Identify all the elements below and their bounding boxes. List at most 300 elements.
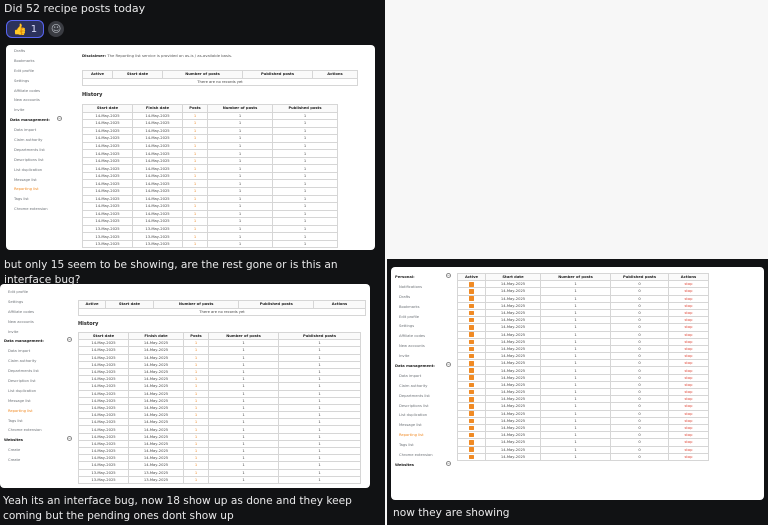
table-cell: 1	[541, 381, 611, 388]
table-cell: 14-May-2025	[79, 390, 129, 397]
sidebar-item-invite[interactable]: Invite	[399, 354, 410, 359]
table-cell: 1	[541, 453, 611, 460]
table-cell: 0	[611, 453, 669, 460]
stop-action[interactable]: stop	[669, 432, 709, 439]
table-cell: 14-May-2025	[486, 345, 541, 352]
sidebar-item-tags-list[interactable]: Tags list	[399, 443, 414, 448]
table-cell: 1	[273, 120, 338, 128]
table-cell: 1	[184, 469, 209, 476]
active-cell	[458, 432, 486, 439]
table-cell: 0	[611, 288, 669, 295]
screenshot-attachment-1[interactable]	[6, 45, 375, 250]
sidebar-item-departments-list[interactable]: Departments list	[8, 369, 39, 374]
table-cell: 1	[279, 340, 361, 347]
sidebar-section-data-management[interactable]	[395, 362, 455, 372]
table-cell: 1	[183, 195, 208, 203]
table-row	[79, 412, 361, 419]
table-row	[79, 340, 361, 347]
table-cell: 1	[183, 180, 208, 188]
table-cell: 1	[279, 426, 361, 433]
table-cell: 14-May-2025	[129, 390, 184, 397]
table-cell: 14-May-2025	[486, 331, 541, 338]
table-row	[458, 353, 709, 360]
sidebar-item-data-import[interactable]: Data import	[399, 373, 422, 378]
stop-action[interactable]: stop	[669, 324, 709, 331]
sidebar-item-bookmarks[interactable]: Bookmarks	[14, 58, 35, 63]
table-row	[79, 455, 361, 462]
table-row	[458, 410, 709, 417]
sidebar-section-label: Data management:	[10, 118, 50, 123]
table-cell: 1	[208, 233, 273, 241]
table-cell: 1	[541, 403, 611, 410]
main-content	[457, 267, 760, 500]
stop-action[interactable]: stop	[669, 295, 709, 302]
thumbs-up-icon: 👍	[13, 22, 27, 36]
table-cell: 13-May-2025	[133, 240, 183, 248]
active-cell	[458, 345, 486, 352]
active-checkbox[interactable]	[469, 354, 474, 359]
table-cell: 14-May-2025	[83, 210, 133, 218]
stop-action[interactable]: stop	[669, 360, 709, 367]
column-header: Actions	[669, 274, 709, 281]
history-table	[82, 104, 338, 248]
table-cell: 14-May-2025	[486, 353, 541, 360]
no-records-text: There are no records yet	[79, 308, 366, 316]
active-cell	[458, 367, 486, 374]
stop-action[interactable]: stop	[669, 424, 709, 431]
screenshot-attachment-3[interactable]	[391, 267, 764, 500]
table-cell: 1	[273, 233, 338, 241]
table-cell: 13-May-2025	[79, 476, 129, 483]
table-cell: 1	[209, 448, 279, 455]
sidebar-item-description-list[interactable]: Description list	[8, 379, 36, 384]
table-cell: 0	[611, 417, 669, 424]
table-cell: 14-May-2025	[129, 455, 184, 462]
sidebar-item-notifications[interactable]: Notifications	[399, 284, 423, 289]
sidebar-item-create-0[interactable]: Create	[8, 448, 21, 453]
active-cell	[458, 403, 486, 410]
table-cell: 1	[279, 354, 361, 361]
active-checkbox[interactable]	[469, 368, 474, 373]
sidebar-item-drafts[interactable]: Drafts	[14, 49, 26, 53]
table-cell: 14-May-2025	[133, 165, 183, 173]
active-checkbox[interactable]	[469, 447, 474, 452]
table-cell: 0	[611, 439, 669, 446]
active-checkbox[interactable]	[469, 347, 474, 352]
table-cell: 1	[273, 225, 338, 233]
sidebar-item-claim-authority[interactable]: Claim authority	[399, 383, 428, 388]
stop-action[interactable]: stop	[669, 281, 709, 288]
sidebar-item-invite[interactable]: Invite	[14, 108, 25, 113]
message-text: Did 52 recipe posts today	[4, 2, 146, 15]
table-cell: 1	[279, 419, 361, 426]
table-cell: 14-May-2025	[129, 397, 184, 404]
table-cell: 1	[184, 397, 209, 404]
table-cell: 1	[279, 469, 361, 476]
sidebar-item-message-list[interactable]: Message list	[14, 177, 37, 182]
sidebar-item-settings[interactable]: Settings	[14, 78, 30, 83]
sidebar-item-reporting-list[interactable]: Reporting list	[399, 433, 424, 438]
table-cell: 1	[279, 412, 361, 419]
table-row	[458, 396, 709, 403]
table-row	[79, 376, 361, 383]
table-row	[83, 127, 338, 135]
screenshot-attachment-2[interactable]	[0, 284, 370, 488]
sidebar-item-list-duplication[interactable]: List duplication	[8, 388, 37, 393]
table-cell: 1	[183, 210, 208, 218]
collapse-icon[interactable]: −	[58, 117, 61, 122]
table-row	[79, 476, 361, 483]
active-checkbox[interactable]	[469, 311, 474, 316]
table-cell: 13-May-2025	[83, 225, 133, 233]
sidebar-item-drafts[interactable]: Drafts	[399, 294, 411, 299]
sidebar-item-message-list[interactable]: Message list	[399, 423, 422, 428]
table-cell: 14-May-2025	[129, 404, 184, 411]
table-cell: 13-May-2025	[133, 225, 183, 233]
table-cell: 1	[541, 302, 611, 309]
table-cell: 14-May-2025	[83, 172, 133, 180]
table-cell: 14-May-2025	[79, 347, 129, 354]
column-header: Posts	[183, 105, 208, 113]
table-cell: 1	[541, 295, 611, 302]
active-checkbox[interactable]	[469, 433, 474, 438]
active-checkbox[interactable]	[469, 375, 474, 380]
stop-action[interactable]: stop	[669, 367, 709, 374]
table-cell: 14-May-2025	[486, 317, 541, 324]
table-cell: 1	[183, 218, 208, 226]
active-cell	[458, 288, 486, 295]
table-cell: 1	[184, 412, 209, 419]
sidebar-section-websites[interactable]	[395, 461, 455, 471]
table-cell: 13-May-2025	[129, 469, 184, 476]
table-cell: 1	[184, 455, 209, 462]
active-checkbox[interactable]	[469, 440, 474, 445]
stop-action[interactable]: stop	[669, 381, 709, 388]
sidebar-item-affiliate-codes[interactable]: Affiliate codes	[8, 309, 35, 314]
column-header: Number of posts	[208, 105, 273, 113]
sidebar-item-tags-list[interactable]: Tags list	[14, 197, 29, 202]
sidebar-item-list-duplication[interactable]: List duplication	[399, 413, 428, 418]
collapse-icon[interactable]: −	[68, 338, 71, 343]
table-cell: 14-May-2025	[486, 374, 541, 381]
table-row	[83, 240, 338, 248]
sidebar-section-personal[interactable]	[395, 273, 455, 283]
active-checkbox[interactable]	[469, 404, 474, 409]
table-row	[83, 195, 338, 203]
add-reaction-icon[interactable]: ☺	[48, 21, 64, 37]
table-cell: 1	[279, 455, 361, 462]
table-row	[79, 433, 361, 440]
table-row	[83, 150, 338, 158]
collapse-icon[interactable]: −	[447, 274, 450, 278]
sidebar-item-edit-profile[interactable]: Edit profile	[399, 314, 419, 319]
table-row	[458, 439, 709, 446]
sidebar-item-tags-list[interactable]: Tags list	[8, 418, 23, 423]
message-text: Yeah its an interface bug, now 18 show up as done and they keep coming but the pending ones dont show up	[3, 495, 352, 522]
table-row	[458, 288, 709, 295]
sidebar-section-label: Data management:	[4, 339, 44, 344]
active-checkbox[interactable]	[469, 455, 474, 460]
stop-action[interactable]: stop	[669, 374, 709, 381]
active-checkbox[interactable]	[469, 340, 474, 345]
sidebar-item-settings[interactable]: Settings	[399, 324, 415, 329]
table-cell: 14-May-2025	[486, 417, 541, 424]
table-cell: 14-May-2025	[129, 433, 184, 440]
message-text: but only 15 seem to be showing, are the rest gone or is this an interface bug?	[4, 259, 338, 286]
column-header: Number of posts	[209, 333, 279, 340]
table-cell: 1	[183, 188, 208, 196]
table-cell: 14-May-2025	[79, 433, 129, 440]
table-row	[458, 381, 709, 388]
active-checkbox[interactable]	[469, 318, 474, 323]
table-cell: 1	[541, 345, 611, 352]
stop-action[interactable]: stop	[669, 417, 709, 424]
table-cell: 1	[541, 281, 611, 288]
table-cell: 1	[279, 383, 361, 390]
active-cell	[458, 309, 486, 316]
active-checkbox[interactable]	[469, 397, 474, 402]
active-cell	[458, 295, 486, 302]
active-cell	[458, 439, 486, 446]
active-checkbox[interactable]	[469, 411, 474, 416]
table-cell: 0	[611, 389, 669, 396]
sidebar-section-data-management[interactable]	[10, 116, 66, 126]
active-cell	[458, 324, 486, 331]
stop-action[interactable]: stop	[669, 389, 709, 396]
table-cell: 14-May-2025	[486, 367, 541, 374]
table-row	[79, 397, 361, 404]
table-cell: 1	[541, 309, 611, 316]
sidebar-item-reporting-list[interactable]: Reporting list	[8, 408, 33, 413]
sidebar-item-list-duplication[interactable]: List duplication	[14, 167, 43, 172]
collapse-icon[interactable]: −	[447, 461, 450, 466]
sidebar-item-edit-profile[interactable]: Edit profile	[8, 290, 28, 294]
table-row	[79, 426, 361, 433]
sidebar-item-data-import[interactable]: Data import	[14, 128, 37, 133]
active-cell	[458, 338, 486, 345]
table-cell: 14-May-2025	[486, 338, 541, 345]
table-cell: 0	[611, 424, 669, 431]
table-cell: 14-May-2025	[83, 127, 133, 135]
table-row	[458, 281, 709, 288]
table-row	[79, 354, 361, 361]
stop-action[interactable]: stop	[669, 446, 709, 453]
sidebar-section-label: Data management:	[395, 364, 435, 369]
history-table	[78, 332, 361, 484]
sidebar-item-descriptions-list[interactable]: Descriptions list	[14, 157, 44, 162]
table-cell: 1	[209, 462, 279, 469]
column-header: Published posts	[279, 333, 361, 340]
table-row	[83, 172, 338, 180]
table-cell: 1	[209, 340, 279, 347]
table-cell: 1	[209, 354, 279, 361]
active-checkbox[interactable]	[469, 282, 474, 287]
table-cell: 1	[183, 233, 208, 241]
table-cell: 1	[279, 448, 361, 455]
sidebar-item-settings[interactable]: Settings	[8, 299, 24, 304]
main-content	[78, 284, 366, 488]
column-header: Posts	[184, 333, 209, 340]
table-row	[79, 440, 361, 447]
active-checkbox[interactable]	[469, 383, 474, 388]
sidebar-item-new-accounts[interactable]: New accounts	[14, 98, 40, 103]
table-cell: 1	[184, 340, 209, 347]
sidebar-item-reporting-list[interactable]: Reporting list	[14, 187, 39, 192]
table-cell: 1	[273, 218, 338, 226]
stop-action[interactable]: stop	[669, 410, 709, 417]
sidebar-item-edit-profile[interactable]: Edit profile	[14, 68, 34, 73]
table-cell: 14-May-2025	[129, 368, 184, 375]
sidebar-item-chrome-extension[interactable]: Chrome extension	[399, 453, 433, 458]
table-cell: 1	[208, 112, 273, 120]
active-checkbox[interactable]	[469, 296, 474, 301]
table-cell: 1	[209, 469, 279, 476]
table-cell: 1	[184, 462, 209, 469]
table-cell: 14-May-2025	[79, 448, 129, 455]
sidebar-section-websites[interactable]	[4, 436, 76, 446]
sidebar-item-data-import[interactable]: Data import	[8, 349, 31, 354]
stop-action[interactable]: stop	[669, 353, 709, 360]
table-cell: 14-May-2025	[486, 432, 541, 439]
table-cell: 0	[611, 338, 669, 345]
table-row	[458, 331, 709, 338]
reaction-thumbs-up[interactable]	[6, 20, 44, 38]
stop-action[interactable]: stop	[669, 302, 709, 309]
active-checkbox[interactable]	[469, 390, 474, 395]
active-checkbox[interactable]	[469, 361, 474, 366]
table-cell: 1	[208, 127, 273, 135]
table-cell: 14-May-2025	[133, 180, 183, 188]
sidebar-item-claim-authority[interactable]: Claim authority	[14, 138, 43, 143]
stop-action[interactable]: stop	[669, 453, 709, 460]
table-cell: 1	[183, 240, 208, 248]
table-row	[83, 142, 338, 150]
stop-action[interactable]: stop	[669, 338, 709, 345]
table-cell: 1	[541, 417, 611, 424]
active-checkbox[interactable]	[469, 419, 474, 424]
table-cell: 1	[184, 376, 209, 383]
table-cell: 14-May-2025	[133, 195, 183, 203]
table-cell: 0	[611, 410, 669, 417]
sidebar-item-affiliate-codes[interactable]: Affiliate codes	[14, 88, 41, 93]
sidebar-item-affiliate-codes[interactable]: Affiliate codes	[399, 334, 426, 339]
active-checkbox[interactable]	[469, 332, 474, 337]
table-cell: 1	[209, 440, 279, 447]
chat-message-1-caption	[0, 252, 385, 286]
sidebar-item-new-accounts[interactable]: New accounts	[399, 344, 425, 349]
table-cell: 0	[611, 317, 669, 324]
table-cell: 1	[279, 462, 361, 469]
table-cell: 14-May-2025	[486, 360, 541, 367]
active-checkbox[interactable]	[469, 325, 474, 330]
table-cell: 1	[273, 180, 338, 188]
sidebar-item-bookmarks[interactable]: Bookmarks	[399, 304, 420, 309]
table-row	[83, 218, 338, 226]
table-cell: 1	[273, 150, 338, 158]
table-cell: 1	[184, 347, 209, 354]
table-cell: 0	[611, 309, 669, 316]
column-header: Start date	[486, 274, 541, 281]
sidebar-item-chrome-extension[interactable]: Chrome extension	[14, 207, 48, 212]
table-cell: 1	[209, 455, 279, 462]
stop-action[interactable]: stop	[669, 309, 709, 316]
active-checkbox[interactable]	[469, 426, 474, 431]
table-cell: 1	[541, 331, 611, 338]
table-cell: 1	[541, 367, 611, 374]
stop-action[interactable]: stop	[669, 331, 709, 338]
stop-action[interactable]: stop	[669, 317, 709, 324]
table-row	[79, 383, 361, 390]
stop-action[interactable]: stop	[669, 345, 709, 352]
table-row	[458, 360, 709, 367]
sidebar-item-chrome-extension[interactable]: Chrome extension	[8, 428, 42, 433]
sidebar-item-create-1[interactable]: Create	[8, 458, 21, 463]
table-row	[458, 324, 709, 331]
sidebar-item-descriptions-list[interactable]: Descriptions list	[399, 403, 429, 408]
sidebar	[0, 288, 76, 488]
table-cell: 0	[611, 432, 669, 439]
sidebar-item-invite[interactable]: Invite	[8, 329, 19, 334]
collapse-icon[interactable]: −	[68, 437, 71, 442]
table-cell: 1	[209, 426, 279, 433]
sidebar-item-departments-list[interactable]: Departments list	[14, 147, 45, 152]
table-cell: 1	[184, 440, 209, 447]
table-cell: 1	[209, 347, 279, 354]
table-cell: 14-May-2025	[129, 412, 184, 419]
table-cell: 1	[183, 165, 208, 173]
table-cell: 14-May-2025	[129, 426, 184, 433]
table-cell: 1	[184, 361, 209, 368]
table-row	[83, 233, 338, 241]
table-cell: 14-May-2025	[79, 404, 129, 411]
stop-action[interactable]: stop	[669, 439, 709, 446]
no-records-text: There are no records yet	[83, 78, 358, 86]
sidebar-section-data-management[interactable]	[4, 337, 76, 347]
active-checkbox[interactable]	[469, 304, 474, 309]
table-row	[83, 120, 338, 128]
sidebar-item-departments-list[interactable]: Departments list	[399, 393, 430, 398]
sidebar-item-message-list[interactable]: Message list	[8, 398, 31, 403]
active-checkbox[interactable]	[469, 289, 474, 294]
active-table	[78, 300, 366, 316]
table-cell: 14-May-2025	[83, 157, 133, 165]
table-cell: 14-May-2025	[486, 389, 541, 396]
table-cell: 1	[209, 419, 279, 426]
table-cell: 1	[184, 448, 209, 455]
table-cell: 1	[273, 127, 338, 135]
table-cell: 14-May-2025	[129, 361, 184, 368]
active-cell	[458, 389, 486, 396]
chat-message-2	[0, 281, 385, 525]
table-cell: 14-May-2025	[79, 368, 129, 375]
table-row	[458, 446, 709, 453]
table-row	[79, 347, 361, 354]
column-header: Active	[79, 301, 106, 309]
table-cell: 1	[208, 150, 273, 158]
sidebar-item-new-accounts[interactable]: New accounts	[8, 319, 34, 324]
table-cell: 14-May-2025	[486, 309, 541, 316]
stop-action[interactable]: stop	[669, 396, 709, 403]
table-cell: 0	[611, 396, 669, 403]
history-title: History	[82, 92, 103, 98]
table-cell: 1	[541, 432, 611, 439]
disclaimer-text: The Reporting list service is provided on as-is / as-available basis.	[106, 53, 233, 58]
collapse-icon[interactable]: −	[447, 363, 450, 368]
stop-action[interactable]: stop	[669, 403, 709, 410]
stop-action[interactable]: stop	[669, 288, 709, 295]
table-cell: 1	[208, 240, 273, 248]
sidebar-item-claim-authority[interactable]: Claim authority	[8, 359, 37, 364]
